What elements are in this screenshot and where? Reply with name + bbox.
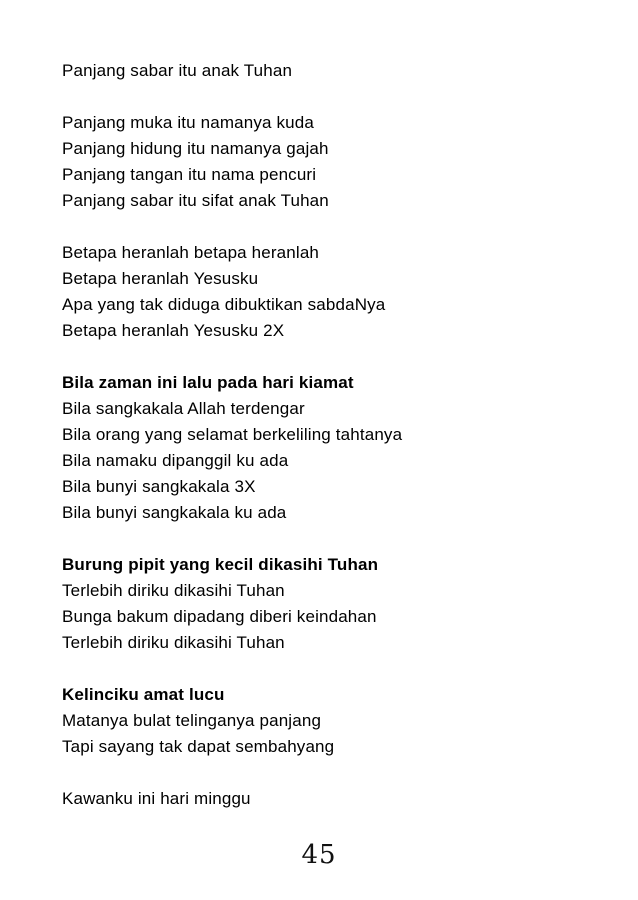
page-number: 45 [301,840,337,870]
lyric-line: Panjang muka itu namanya kuda [62,113,314,132]
lyric-line: Bila bunyi sangkakala 3X [62,477,256,496]
lyric-line: Betapa heranlah Yesusku [62,269,259,288]
lyric-line: Bila bunyi sangkakala ku ada [62,503,287,522]
stanza [62,786,582,812]
lyric-line: Matanya bulat telinganya panjang [62,711,322,730]
lyric-line: Panjang sabar itu anak Tuhan [62,61,293,80]
stanza [62,58,582,84]
lyrics-body [62,58,582,812]
lyric-line: Apa yang tak diduga dibuktikan sabdaNya [62,295,386,314]
stanza [62,240,582,344]
lyric-line: Betapa heranlah Yesusku 2X [62,321,285,340]
stanza [62,370,582,526]
lyric-line: Kawanku ini hari minggu [62,789,251,808]
lyric-line: Panjang sabar itu sifat anak Tuhan [62,191,329,210]
stanza-heading-line: Burung pipit yang kecil dikasihi Tuhan [62,555,379,574]
lyric-line: Bila namaku dipanggil ku ada [62,451,289,470]
lyric-line: Betapa heranlah betapa heranlah [62,243,320,262]
lyric-line: Terlebih diriku dikasihi Tuhan [62,581,285,600]
stanza-heading-line: Kelinciku amat lucu [62,685,225,704]
stanza [62,552,582,656]
stanza [62,110,582,214]
stanza [62,682,582,760]
lyric-line: Terlebih diriku dikasihi Tuhan [62,633,285,652]
lyric-line: Tapi sayang tak dapat sembahyang [62,737,335,756]
lyric-line: Panjang tangan itu nama pencuri [62,165,317,184]
lyric-line: Bunga bakum dipadang diberi keindahan [62,607,377,626]
lyric-line: Panjang hidung itu namanya gajah [62,139,329,158]
lyric-line: Bila sangkakala Allah terdengar [62,399,305,418]
lyric-line: Bila orang yang selamat berkeliling tahtanya [62,425,403,444]
stanza-heading-line: Bila zaman ini lalu pada hari kiamat [62,373,354,392]
